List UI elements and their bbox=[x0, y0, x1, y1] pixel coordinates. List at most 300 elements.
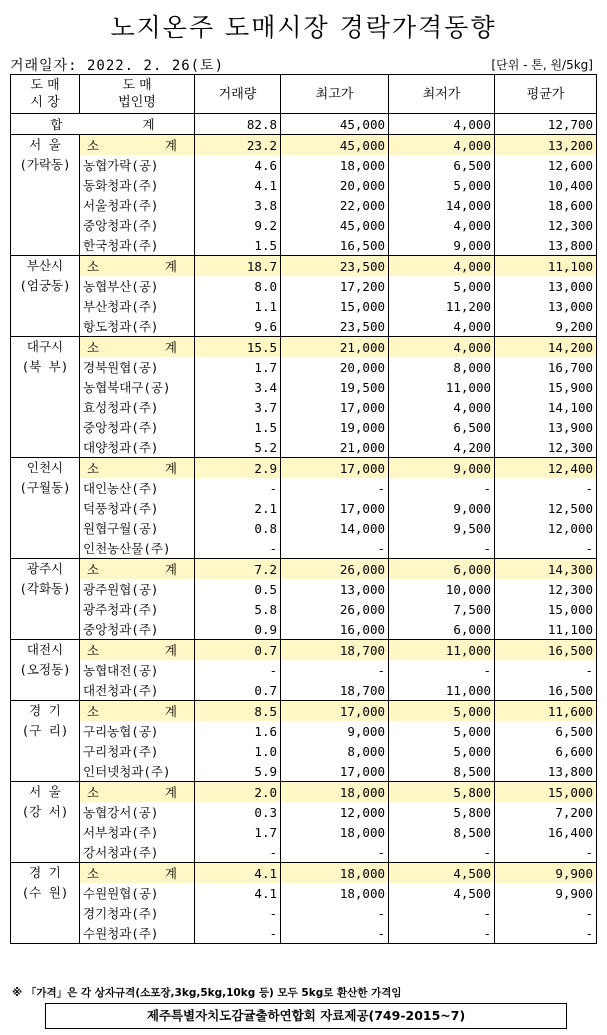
cell-volume: 4.6 bbox=[195, 155, 281, 175]
cell-avg: - bbox=[495, 903, 597, 923]
cell-avg: 15,900 bbox=[495, 377, 597, 397]
cell-max: - bbox=[281, 478, 389, 498]
cell-avg: 6,600 bbox=[495, 741, 597, 761]
firm-name: 원협구월(공) bbox=[80, 518, 195, 538]
cell-avg: 12,600 bbox=[495, 155, 597, 175]
trade-date-label: 거래일자: bbox=[10, 58, 78, 74]
cell-min: 9,000 bbox=[389, 458, 495, 479]
cell-volume: 9.2 bbox=[195, 215, 281, 235]
cell-max: 45,000 bbox=[281, 215, 389, 235]
subtotal-label-b: 계 bbox=[164, 703, 177, 719]
cell-avg: 12,300 bbox=[495, 215, 597, 235]
cell-volume: 4.1 bbox=[195, 883, 281, 903]
cell-volume: 1.1 bbox=[195, 296, 281, 316]
cell-volume: - bbox=[195, 660, 281, 680]
total-row bbox=[11, 114, 597, 135]
cell-avg: 11,100 bbox=[495, 256, 597, 277]
total-max: 45,000 bbox=[281, 114, 389, 135]
cell-max: 18,000 bbox=[281, 863, 389, 884]
header-row bbox=[11, 75, 597, 114]
subtotal-row bbox=[11, 458, 597, 479]
subtotal-label-b: 계 bbox=[164, 258, 177, 274]
firm-name: 중앙청과(주) bbox=[80, 215, 195, 235]
cell-volume: 5.9 bbox=[195, 761, 281, 782]
table-body bbox=[11, 114, 597, 944]
region-district: (구 리) bbox=[21, 723, 69, 738]
region-cell bbox=[11, 640, 80, 701]
cell-max: 12,000 bbox=[281, 802, 389, 822]
table-row bbox=[11, 498, 597, 518]
subtotal-label-b: 계 bbox=[164, 460, 177, 476]
source-box: 제주특별자치도감귤출하연합회 자료제공(749-2015~7) bbox=[45, 1003, 567, 1029]
cell-avg: 10,400 bbox=[495, 175, 597, 195]
cell-min: 9,000 bbox=[389, 498, 495, 518]
cell-min: 4,000 bbox=[389, 397, 495, 417]
cell-avg: 13,800 bbox=[495, 761, 597, 782]
cell-volume: 1.7 bbox=[195, 822, 281, 842]
total-volume: 82.8 bbox=[195, 114, 281, 135]
cell-volume: 0.3 bbox=[195, 802, 281, 822]
firm-name: 수원청과(주) bbox=[80, 923, 195, 944]
cell-volume: 3.4 bbox=[195, 377, 281, 397]
region-district: (구월동) bbox=[19, 480, 71, 495]
table-row bbox=[11, 296, 597, 316]
region-district: (수 원) bbox=[21, 885, 69, 900]
firm-name: 구리청과(주) bbox=[80, 741, 195, 761]
table-row bbox=[11, 377, 597, 397]
table-row bbox=[11, 175, 597, 195]
cell-max: 20,000 bbox=[281, 175, 389, 195]
table-row bbox=[11, 195, 597, 215]
cell-avg: 14,300 bbox=[495, 559, 597, 580]
table-row bbox=[11, 276, 597, 296]
cell-min: - bbox=[389, 538, 495, 559]
cell-min: 6,000 bbox=[389, 559, 495, 580]
cell-min: - bbox=[389, 923, 495, 944]
cell-min: - bbox=[389, 660, 495, 680]
subtotal-label-a: 소 bbox=[87, 642, 100, 658]
cell-volume: 5.8 bbox=[195, 599, 281, 619]
cell-min: 4,200 bbox=[389, 437, 495, 458]
cell-avg: 9,900 bbox=[495, 883, 597, 903]
cell-avg: 12,400 bbox=[495, 458, 597, 479]
subtotal-row bbox=[11, 701, 597, 722]
cell-max: 18,700 bbox=[281, 640, 389, 661]
firm-name: 농협부산(공) bbox=[80, 276, 195, 296]
firm-name: 대전청과(주) bbox=[80, 680, 195, 701]
subtotal-label-a: 소 bbox=[87, 460, 100, 476]
cell-avg: 13,200 bbox=[495, 135, 597, 156]
table-row bbox=[11, 538, 597, 559]
subtotal-row bbox=[11, 782, 597, 803]
cell-volume: 4.1 bbox=[195, 175, 281, 195]
firm-name: 중앙청과(주) bbox=[80, 619, 195, 640]
cell-max: 15,000 bbox=[281, 296, 389, 316]
cell-volume: 5.2 bbox=[195, 437, 281, 458]
cell-max: 26,000 bbox=[281, 599, 389, 619]
cell-avg: 12,300 bbox=[495, 437, 597, 458]
firm-name: 부산청과(주) bbox=[80, 296, 195, 316]
cell-volume: 1.7 bbox=[195, 357, 281, 377]
cell-avg: 11,600 bbox=[495, 701, 597, 722]
cell-min: 5,000 bbox=[389, 721, 495, 741]
table-row bbox=[11, 478, 597, 498]
cell-min: 4,000 bbox=[389, 337, 495, 358]
cell-min: 4,500 bbox=[389, 883, 495, 903]
cell-min: - bbox=[389, 478, 495, 498]
cell-min: 5,000 bbox=[389, 175, 495, 195]
cell-volume: - bbox=[195, 538, 281, 559]
subtotal-label-b: 계 bbox=[164, 865, 177, 881]
cell-volume: 2.1 bbox=[195, 498, 281, 518]
cell-min: 8,000 bbox=[389, 357, 495, 377]
cell-volume: 8.5 bbox=[195, 701, 281, 722]
subtotal-label bbox=[80, 559, 195, 580]
cell-min: 14,000 bbox=[389, 195, 495, 215]
table-row bbox=[11, 417, 597, 437]
cell-avg: 9,900 bbox=[495, 863, 597, 884]
cell-min: 11,000 bbox=[389, 640, 495, 661]
cell-max: 18,000 bbox=[281, 822, 389, 842]
firm-name: 인천농산물(주) bbox=[80, 538, 195, 559]
table-row bbox=[11, 842, 597, 863]
total-min: 4,000 bbox=[389, 114, 495, 135]
table-row bbox=[11, 235, 597, 256]
cell-volume: 9.6 bbox=[195, 316, 281, 337]
header-avg: 평균가 bbox=[495, 75, 597, 114]
cell-max: 23,500 bbox=[281, 316, 389, 337]
region-cell bbox=[11, 337, 80, 458]
cell-max: 17,000 bbox=[281, 761, 389, 782]
region-cell bbox=[11, 256, 80, 337]
subtotal-label-a: 소 bbox=[87, 339, 100, 355]
cell-volume: 1.5 bbox=[195, 235, 281, 256]
cell-max: - bbox=[281, 538, 389, 559]
firm-name: 항도청과(주) bbox=[80, 316, 195, 337]
subtotal-label bbox=[80, 458, 195, 479]
firm-name: 수원원협(공) bbox=[80, 883, 195, 903]
cell-max: 19,500 bbox=[281, 377, 389, 397]
cell-volume: 4.1 bbox=[195, 863, 281, 884]
table-row bbox=[11, 680, 597, 701]
subtotal-label bbox=[80, 135, 195, 156]
cell-max: - bbox=[281, 903, 389, 923]
firm-name: 농협북대구(공) bbox=[80, 377, 195, 397]
subtotal-label-b: 계 bbox=[164, 339, 177, 355]
cell-avg: 15,000 bbox=[495, 599, 597, 619]
subtotal-label-a: 소 bbox=[87, 137, 100, 153]
subtotal-label-b: 계 bbox=[164, 137, 177, 153]
region-cell bbox=[11, 458, 80, 559]
cell-min: 8,500 bbox=[389, 761, 495, 782]
header-volume: 거래량 bbox=[195, 75, 281, 114]
subtotal-row bbox=[11, 559, 597, 580]
cell-avg: 16,400 bbox=[495, 822, 597, 842]
subtotal-row bbox=[11, 640, 597, 661]
total-avg: 12,700 bbox=[495, 114, 597, 135]
cell-min: 11,000 bbox=[389, 377, 495, 397]
cell-min: 6,000 bbox=[389, 619, 495, 640]
cell-volume: - bbox=[195, 923, 281, 944]
table-row bbox=[11, 599, 597, 619]
cell-max: 20,000 bbox=[281, 357, 389, 377]
cell-min: 8,500 bbox=[389, 822, 495, 842]
firm-name: 중앙청과(주) bbox=[80, 417, 195, 437]
trade-date-value: 2022. 2. 26(토) bbox=[86, 58, 225, 74]
cell-avg: - bbox=[495, 538, 597, 559]
cell-avg: 15,000 bbox=[495, 782, 597, 803]
cell-min: 9,500 bbox=[389, 518, 495, 538]
firm-name: 경북원협(공) bbox=[80, 357, 195, 377]
table-row bbox=[11, 215, 597, 235]
cell-max: 18,700 bbox=[281, 680, 389, 701]
firm-name: 광주청과(주) bbox=[80, 599, 195, 619]
cell-volume: 1.5 bbox=[195, 417, 281, 437]
firm-name: 대인농산(주) bbox=[80, 478, 195, 498]
region-name: 광주시 bbox=[26, 561, 64, 576]
subtotal-label bbox=[80, 782, 195, 803]
cell-min: 4,500 bbox=[389, 863, 495, 884]
region-cell bbox=[11, 135, 80, 256]
region-name: 인천시 bbox=[26, 460, 64, 475]
table-row bbox=[11, 357, 597, 377]
region-name: 경 기 bbox=[29, 703, 61, 718]
cell-max: 17,200 bbox=[281, 276, 389, 296]
cell-volume: 3.8 bbox=[195, 195, 281, 215]
cell-volume: 0.7 bbox=[195, 640, 281, 661]
cell-avg: 9,200 bbox=[495, 316, 597, 337]
cell-volume: 0.7 bbox=[195, 680, 281, 701]
cell-max: 17,000 bbox=[281, 498, 389, 518]
cell-volume: 23.2 bbox=[195, 135, 281, 156]
subtotal-label-a: 소 bbox=[87, 258, 100, 274]
firm-name: 덕풍청과(주) bbox=[80, 498, 195, 518]
cell-avg: 6,500 bbox=[495, 721, 597, 741]
cell-max: - bbox=[281, 842, 389, 863]
firm-name: 광주원협(공) bbox=[80, 579, 195, 599]
region-cell bbox=[11, 863, 80, 944]
subtotal-row bbox=[11, 135, 597, 156]
trade-date bbox=[10, 55, 224, 75]
cell-min: 4,000 bbox=[389, 215, 495, 235]
cell-avg: 12,000 bbox=[495, 518, 597, 538]
cell-avg: - bbox=[495, 842, 597, 863]
table-row bbox=[11, 822, 597, 842]
cell-avg: 14,200 bbox=[495, 337, 597, 358]
subtotal-label-b: 계 bbox=[164, 784, 177, 800]
cell-volume: 15.5 bbox=[195, 337, 281, 358]
cell-avg: 7,200 bbox=[495, 802, 597, 822]
table-row bbox=[11, 397, 597, 417]
cell-max: 9,000 bbox=[281, 721, 389, 741]
cell-min: - bbox=[389, 842, 495, 863]
cell-min: 11,000 bbox=[389, 680, 495, 701]
cell-avg: 18,600 bbox=[495, 195, 597, 215]
region-name: 부산시 bbox=[26, 258, 64, 273]
cell-volume: 1.0 bbox=[195, 741, 281, 761]
cell-min: - bbox=[389, 903, 495, 923]
subtotal-label-b: 계 bbox=[164, 642, 177, 658]
cell-max: 18,000 bbox=[281, 883, 389, 903]
cell-max: 21,000 bbox=[281, 437, 389, 458]
unit-label: [단위 - 톤, 원/5kg] bbox=[491, 58, 593, 72]
cell-avg: 13,800 bbox=[495, 235, 597, 256]
header-max: 최고가 bbox=[281, 75, 389, 114]
firm-name: 농협강서(공) bbox=[80, 802, 195, 822]
cell-min: 4,000 bbox=[389, 316, 495, 337]
cell-max: 17,000 bbox=[281, 397, 389, 417]
cell-avg: 13,000 bbox=[495, 276, 597, 296]
firm-name: 농협대전(공) bbox=[80, 660, 195, 680]
table-row bbox=[11, 518, 597, 538]
subtotal-label-a: 소 bbox=[87, 865, 100, 881]
total-label: 합 계 bbox=[11, 114, 195, 135]
cell-volume: 8.0 bbox=[195, 276, 281, 296]
cell-max: 13,000 bbox=[281, 579, 389, 599]
table-row bbox=[11, 660, 597, 680]
header-min: 최저가 bbox=[389, 75, 495, 114]
table-row bbox=[11, 741, 597, 761]
cell-avg: 11,100 bbox=[495, 619, 597, 640]
region-name: 서 울 bbox=[29, 137, 61, 152]
subtotal-label-a: 소 bbox=[87, 784, 100, 800]
cell-max: 17,000 bbox=[281, 701, 389, 722]
subtotal-label-a: 소 bbox=[87, 561, 100, 577]
firm-name: 강서청과(주) bbox=[80, 842, 195, 863]
table-row bbox=[11, 802, 597, 822]
cell-min: 10,000 bbox=[389, 579, 495, 599]
subtotal-label bbox=[80, 701, 195, 722]
region-name: 경 기 bbox=[29, 865, 61, 880]
cell-avg: - bbox=[495, 478, 597, 498]
region-district: (북 부) bbox=[21, 359, 69, 374]
price-table bbox=[10, 74, 597, 944]
region-cell bbox=[11, 559, 80, 640]
cell-min: 5,000 bbox=[389, 741, 495, 761]
page-title: 노지온주 도매시장 경락가격동향 bbox=[110, 13, 497, 42]
header-corp: 도 매 법인명 bbox=[80, 75, 195, 114]
table-row bbox=[11, 923, 597, 944]
subtotal-label bbox=[80, 863, 195, 884]
cell-volume: 2.0 bbox=[195, 782, 281, 803]
cell-volume: - bbox=[195, 903, 281, 923]
cell-max: 17,000 bbox=[281, 458, 389, 479]
subtotal-label-a: 소 bbox=[87, 703, 100, 719]
cell-volume: 18.7 bbox=[195, 256, 281, 277]
table-row bbox=[11, 316, 597, 337]
cell-avg: - bbox=[495, 923, 597, 944]
cell-min: 11,200 bbox=[389, 296, 495, 316]
cell-max: 19,000 bbox=[281, 417, 389, 437]
cell-max: 26,000 bbox=[281, 559, 389, 580]
firm-name: 구리농협(공) bbox=[80, 721, 195, 741]
cell-min: 5,000 bbox=[389, 701, 495, 722]
cell-volume: - bbox=[195, 478, 281, 498]
table-row bbox=[11, 437, 597, 458]
cell-avg: 16,500 bbox=[495, 680, 597, 701]
cell-max: 23,500 bbox=[281, 256, 389, 277]
subtotal-row bbox=[11, 863, 597, 884]
cell-avg: 14,100 bbox=[495, 397, 597, 417]
subtotal-label bbox=[80, 640, 195, 661]
cell-max: 18,000 bbox=[281, 155, 389, 175]
cell-max: - bbox=[281, 660, 389, 680]
cell-max: 16,000 bbox=[281, 619, 389, 640]
cell-min: 4,000 bbox=[389, 256, 495, 277]
cell-max: 8,000 bbox=[281, 741, 389, 761]
cell-avg: 16,500 bbox=[495, 640, 597, 661]
cell-volume: 1.6 bbox=[195, 721, 281, 741]
table-row bbox=[11, 883, 597, 903]
cell-volume: - bbox=[195, 842, 281, 863]
cell-min: 6,500 bbox=[389, 155, 495, 175]
region-district: (엄궁동) bbox=[19, 278, 71, 293]
firm-name: 한국청과(주) bbox=[80, 235, 195, 256]
subtotal-row bbox=[11, 256, 597, 277]
region-name: 대전시 bbox=[26, 642, 64, 657]
firm-name: 동화청과(주) bbox=[80, 175, 195, 195]
subtotal-label-b: 계 bbox=[164, 561, 177, 577]
region-district: (가락동) bbox=[19, 157, 71, 172]
subtotal-row bbox=[11, 337, 597, 358]
cell-min: 5,800 bbox=[389, 782, 495, 803]
cell-avg: 13,000 bbox=[495, 296, 597, 316]
subtotal-label bbox=[80, 256, 195, 277]
cell-max: 16,500 bbox=[281, 235, 389, 256]
cell-avg: 12,300 bbox=[495, 579, 597, 599]
firm-name: 인터넷청과(주) bbox=[80, 761, 195, 782]
price-note: ※ 「가격」은 각 상자규격(소포장,3kg,5kg,10kg 등) 모두 5kg로 환산한 가격임 bbox=[12, 987, 402, 999]
region-district: (각화동) bbox=[19, 581, 71, 596]
firm-name: 서부청과(주) bbox=[80, 822, 195, 842]
cell-max: 18,000 bbox=[281, 782, 389, 803]
cell-volume: 7.2 bbox=[195, 559, 281, 580]
cell-volume: 3.7 bbox=[195, 397, 281, 417]
table-row bbox=[11, 155, 597, 175]
table-row bbox=[11, 761, 597, 782]
table-row bbox=[11, 579, 597, 599]
cell-max: 21,000 bbox=[281, 337, 389, 358]
region-cell bbox=[11, 782, 80, 863]
cell-min: 7,500 bbox=[389, 599, 495, 619]
cell-min: 5,000 bbox=[389, 276, 495, 296]
firm-name: 서울청과(주) bbox=[80, 195, 195, 215]
cell-max: 14,000 bbox=[281, 518, 389, 538]
cell-volume: 0.8 bbox=[195, 518, 281, 538]
firm-name: 대양청과(주) bbox=[80, 437, 195, 458]
cell-min: 6,500 bbox=[389, 417, 495, 437]
cell-volume: 2.9 bbox=[195, 458, 281, 479]
cell-min: 9,000 bbox=[389, 235, 495, 256]
cell-max: - bbox=[281, 923, 389, 944]
region-district: (오정동) bbox=[19, 662, 71, 677]
cell-avg: 16,700 bbox=[495, 357, 597, 377]
cell-volume: 0.9 bbox=[195, 619, 281, 640]
region-district: (강 서) bbox=[21, 804, 69, 819]
cell-min: 4,000 bbox=[389, 135, 495, 156]
table-row bbox=[11, 721, 597, 741]
region-name: 서 울 bbox=[29, 784, 61, 799]
firm-name: 경기청과(주) bbox=[80, 903, 195, 923]
cell-max: 45,000 bbox=[281, 135, 389, 156]
cell-avg: 12,500 bbox=[495, 498, 597, 518]
cell-avg: - bbox=[495, 660, 597, 680]
cell-max: 22,000 bbox=[281, 195, 389, 215]
cell-min: 5,800 bbox=[389, 802, 495, 822]
region-cell bbox=[11, 701, 80, 782]
firm-name: 효성청과(주) bbox=[80, 397, 195, 417]
firm-name: 농협가락(공) bbox=[80, 155, 195, 175]
